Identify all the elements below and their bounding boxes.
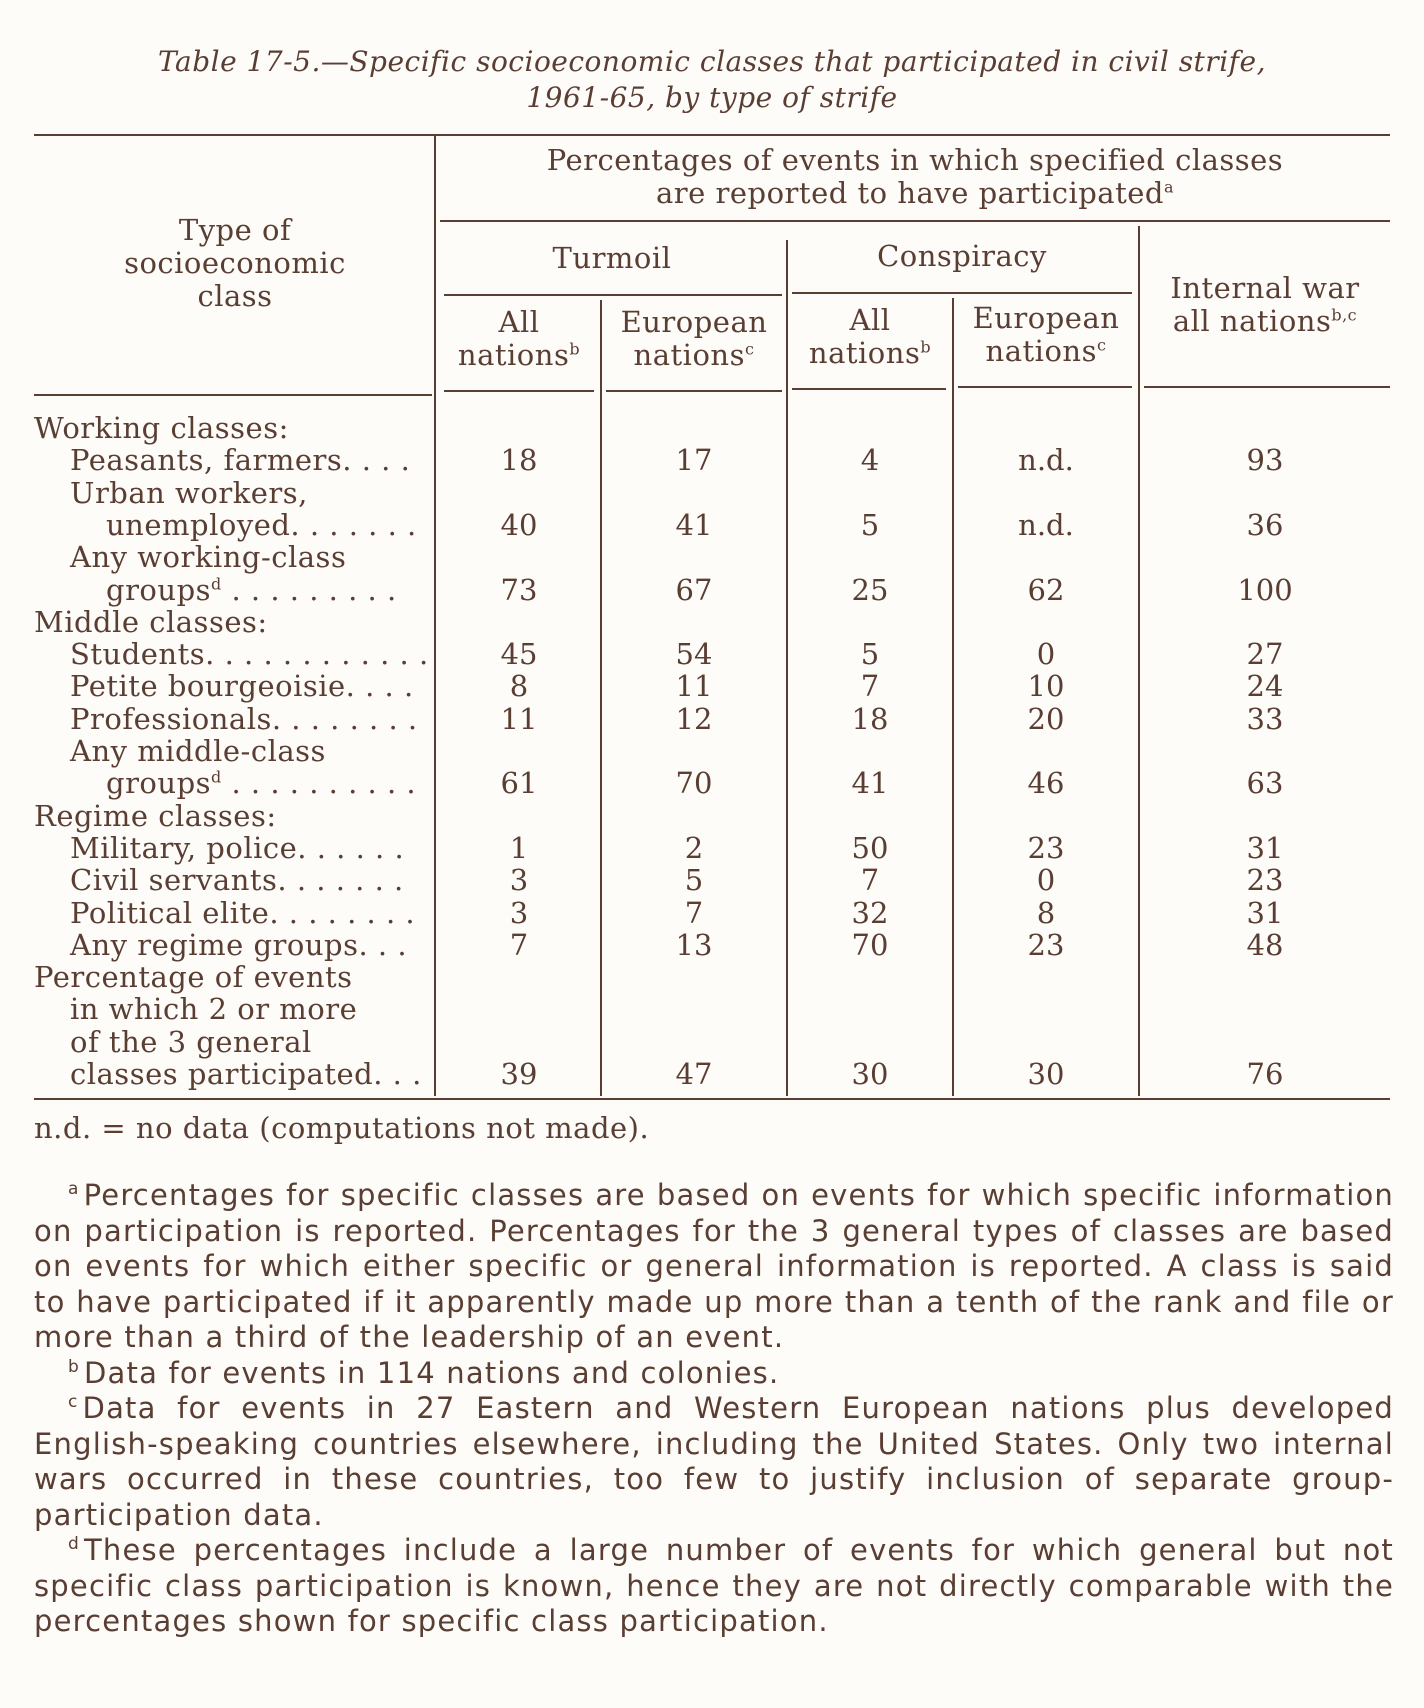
column-header-line-2-text: all nations [1172, 304, 1332, 338]
table-cell: 7 [509, 928, 529, 962]
table-cell: 23 [1246, 863, 1284, 897]
table-cell: 7 [684, 896, 704, 930]
row-label-text: Working classes: [34, 412, 289, 445]
table-cell: 23 [1027, 928, 1065, 962]
row-label-text: Any working-class [70, 541, 347, 574]
stub-header-line-3: class [197, 279, 273, 313]
column-header-line-1: All [498, 305, 540, 339]
row-label-text: Political elite. . . . . . . . [70, 897, 416, 930]
row-label [34, 864, 472, 897]
table-cell: 45 [500, 637, 538, 671]
table-cell: 4 [860, 443, 880, 477]
table-cell: 3 [509, 863, 529, 897]
footnote-mark-a: a [1163, 177, 1175, 197]
header-bottom-rule-col5 [1144, 386, 1390, 388]
table-cell: 32 [851, 896, 889, 930]
row-label-text: Urban workers, [70, 477, 308, 510]
table-cell: 62 [1027, 573, 1065, 607]
table-cell: 73 [500, 573, 538, 607]
table-cell: 3 [509, 896, 529, 930]
table-cell: 25 [851, 573, 889, 607]
footnote-text: Data for events in 27 Eastern and Western European nations plus developed English-speaking countries elsewhere, including the United States. Only two internal wars occurred in these countries, too few to justify inclusion of separate group-participation data. [34, 1391, 1394, 1532]
table-cell: 30 [1027, 1057, 1065, 1091]
bottom-rule [34, 1098, 1390, 1100]
row-label [34, 412, 436, 445]
footnote-mark: c [1096, 335, 1107, 355]
table-cell: 20 [1027, 702, 1065, 736]
table-cell: 63 [1246, 766, 1284, 800]
row-label-text: Percentage of events [34, 961, 353, 994]
stub-header [40, 214, 430, 313]
table-cell: 18 [851, 702, 889, 736]
column-header-turmoil-all [438, 306, 600, 372]
table-cell: 11 [675, 669, 713, 703]
table-cell: 0 [1036, 863, 1056, 897]
row-label [34, 509, 508, 542]
table-cell: 8 [1036, 896, 1056, 930]
row-label-text: in which 2 or more [70, 993, 358, 1026]
table-cell: 47 [675, 1057, 713, 1091]
group-header-conspiracy: Conspiracy [877, 239, 1047, 273]
footnote-mark: d [68, 1534, 80, 1555]
footnote-mark: c [744, 339, 755, 359]
table-cell: 31 [1246, 896, 1284, 930]
table-cell: 5 [860, 508, 880, 542]
table-cell: 30 [851, 1057, 889, 1091]
column-header-line-1: European [972, 301, 1120, 335]
row-label [34, 735, 472, 768]
row-label-text: classes participated. . . [70, 1058, 422, 1091]
row-label [34, 638, 472, 671]
spanner-line-2-text: are reported to have participated [655, 176, 1164, 210]
table-cell: 61 [500, 766, 538, 800]
group-header-turmoil: Turmoil [552, 241, 672, 275]
row-label-text: Students. . . . . . . . . . . . [70, 638, 429, 671]
spanner-header [440, 144, 1390, 210]
header-bottom-rule-col2 [606, 390, 782, 392]
row-label [34, 574, 508, 607]
table-cell: 40 [500, 508, 538, 542]
row-label [34, 541, 472, 574]
footnote-a [34, 1178, 1394, 1356]
table-cell: 5 [860, 637, 880, 671]
row-label [34, 1058, 472, 1091]
nd-note: n.d. = no data (computations not made). [34, 1111, 650, 1145]
row-label [34, 800, 436, 833]
column-header-conspiracy-european [954, 302, 1138, 368]
footnote-mark: c [68, 1392, 79, 1413]
turmoil-underline [444, 294, 782, 296]
table-cell: 31 [1246, 831, 1284, 865]
table-cell: 23 [1027, 831, 1065, 865]
row-label-text: Peasants, farmers. . . . [70, 444, 411, 477]
footnote-text: Percentages for specific classes are based on events for which specific information on participation is reported. Percentages for the 3 general types of classes are based on events for which either specific or general information is reported. A class is said to have participated if it apparently made up more than a tenth of the rank and file or more than a third of the leadership of an event. [34, 1178, 1394, 1354]
row-label [34, 670, 472, 703]
column-header-turmoil-european [602, 306, 786, 372]
footnote-mark: d [211, 574, 222, 594]
caption-line-1: Table 17-5.—Specific socioeconomic classes that participated in civil strife, [158, 45, 1266, 78]
table-cell: 100 [1237, 573, 1293, 607]
footnote-mark: b [920, 337, 932, 357]
row-label [34, 929, 472, 962]
table-cell: 33 [1246, 702, 1284, 736]
row-label-text: Regime classes: [34, 800, 277, 833]
row-label [34, 477, 472, 510]
table-cell: 24 [1246, 669, 1284, 703]
table-cell: 27 [1246, 637, 1284, 671]
footnote-mark: a [68, 1179, 80, 1200]
column-header-line-1: Internal war [1170, 271, 1360, 305]
column-header-line-2-text: nations [457, 338, 570, 372]
stub-header-line-1: Type of [178, 213, 292, 247]
spanner-line-1: Percentages of events in which specified classes [546, 143, 1284, 177]
table-cell: 39 [500, 1057, 538, 1091]
table-cell: 1 [509, 831, 529, 865]
table-cell: 50 [851, 831, 889, 865]
row-label-text: of the 3 general [70, 1026, 312, 1059]
footnote-mark: d [211, 767, 222, 787]
table-cell: 41 [851, 766, 889, 800]
header-bottom-rule-col3 [792, 388, 946, 390]
table-cell: 7 [860, 863, 880, 897]
row-label-text: Any middle-class [70, 735, 326, 768]
table-cell: 46 [1027, 766, 1065, 800]
column-header-conspiracy-all [788, 304, 952, 370]
header-bottom-rule-col4 [958, 386, 1132, 388]
table-cell: n.d. [1018, 508, 1074, 542]
table-cell: 67 [675, 573, 713, 607]
column-header-line-2 [602, 339, 786, 372]
footnote-mark: b [68, 1356, 80, 1377]
header-bottom-rule-col1 [444, 390, 594, 392]
row-label [34, 961, 436, 994]
table-cell: 70 [851, 928, 889, 962]
table-cell: 5 [684, 863, 704, 897]
column-header-line-2 [954, 335, 1138, 368]
dot-leader: . . . . . . . . . . [221, 767, 417, 800]
row-label [34, 767, 508, 800]
table-cell: 18 [500, 443, 538, 477]
row-label-text: unemployed. . . . . . . [106, 509, 417, 542]
table-cell: 70 [675, 766, 713, 800]
stub-header-line-2: socioeconomic [124, 246, 346, 280]
row-label-text: Military, police. . . . . . [70, 832, 405, 865]
footnote-b [34, 1356, 1394, 1392]
footnote-text: These percentages include a large number of events for which general but not specific class participation is known, hence they are not directly comparable with the percentages shown for specific class participation. [34, 1533, 1394, 1638]
table-cell: 7 [860, 669, 880, 703]
footnote-c [34, 1391, 1394, 1533]
column-header-line-2 [438, 339, 600, 372]
table-cell: 2 [684, 831, 704, 865]
table-cell: n.d. [1018, 443, 1074, 477]
footnote-d [34, 1533, 1394, 1640]
row-label [34, 606, 436, 639]
caption-line-2: 1961-65, by type of strife [526, 81, 898, 114]
row-label-text: groups [106, 767, 212, 800]
table-cell: 17 [675, 443, 713, 477]
footnote-text: Data for events in 114 nations and colonies. [84, 1355, 780, 1390]
row-label [34, 897, 472, 930]
dot-leader: . . . . . . . . . [221, 574, 397, 607]
row-label-text: Professionals. . . . . . . . [70, 703, 418, 736]
footnotes [34, 1178, 1394, 1640]
column-header-internal-war [1140, 272, 1390, 338]
column-header-line-2 [1140, 305, 1390, 338]
spanner-underline [440, 220, 1390, 222]
column-header-line-2-text: nations [808, 336, 921, 370]
row-label [34, 993, 472, 1026]
table-cell: 10 [1027, 669, 1065, 703]
table-cell: 13 [675, 928, 713, 962]
conspiracy-underline [792, 292, 1132, 294]
table-cell: 93 [1246, 443, 1284, 477]
table-cell: 11 [500, 702, 538, 736]
table-cell: 36 [1246, 508, 1284, 542]
column-header-line-1: European [620, 305, 768, 339]
table-cell: 48 [1246, 928, 1284, 962]
column-header-line-2-text: nations [633, 338, 745, 372]
header-bottom-rule-stub [34, 394, 432, 396]
footnote-mark: b,c [1331, 305, 1358, 325]
row-label [34, 1026, 472, 1059]
spanner-line-2 [440, 177, 1390, 210]
table-caption [40, 44, 1384, 116]
table-cell: 12 [675, 702, 713, 736]
row-label-text: groups [106, 574, 212, 607]
table-cell: 76 [1246, 1057, 1284, 1091]
column-header-line-2-text: nations [985, 334, 1097, 368]
column-header-line-1: All [849, 303, 891, 337]
row-label-text: Any regime groups. . . [70, 929, 408, 962]
column-header-line-2 [788, 337, 952, 370]
top-rule [34, 134, 1390, 136]
row-label-text: Petite bourgeoisie. . . . [70, 670, 414, 703]
row-label [34, 832, 472, 865]
table-cell: 0 [1036, 637, 1056, 671]
footnote-mark: b [569, 339, 581, 359]
table-cell: 8 [509, 669, 529, 703]
row-label [34, 703, 472, 736]
table-cell: 54 [675, 637, 713, 671]
row-label [34, 444, 472, 477]
table-cell: 41 [675, 508, 713, 542]
row-label-text: Civil servants. . . . . . . [70, 864, 404, 897]
row-label-text: Middle classes: [34, 606, 268, 639]
